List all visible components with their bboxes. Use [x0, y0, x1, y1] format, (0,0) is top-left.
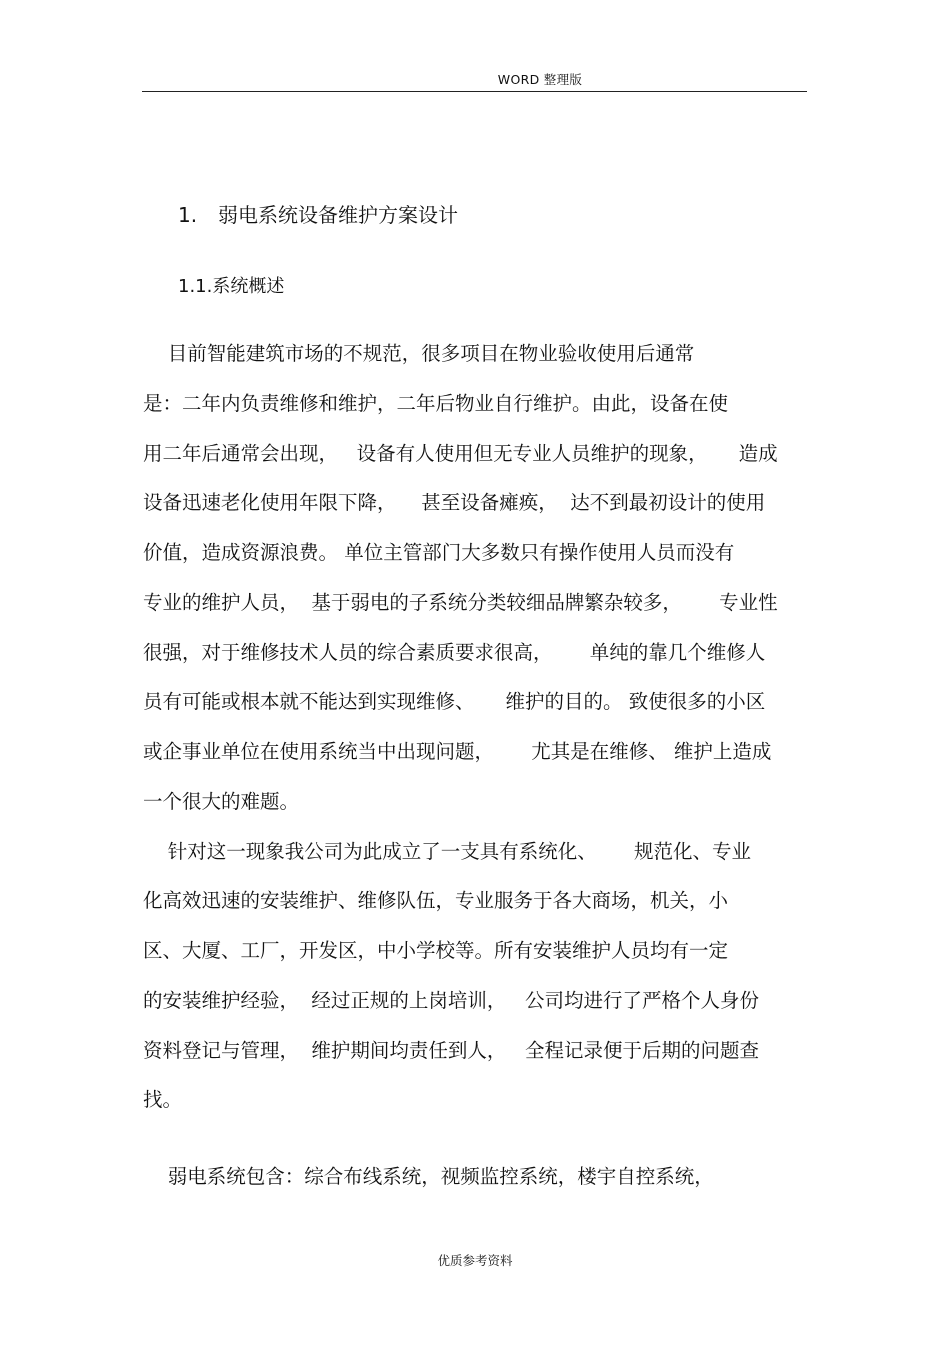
paragraph-3-line: 弱电系统包含：综合布线系统，视频监控系统，楼宇自控系统， — [143, 1165, 714, 1188]
page-header: WORD 整理版 — [497, 72, 583, 87]
paragraph-1-line: 价值，造成资源浪费。 单位主管部门大多数只有操作使用人员而没有 — [143, 541, 735, 564]
paragraph-1-line: 专业的维护人员， 基于弱电的子系统分类较细品牌繁杂较多， 专业性 — [143, 591, 778, 614]
paragraph-1-line: 用二年后通常会出现， 设备有人使用但无专业人员维护的现象， 造成 — [143, 442, 778, 465]
paragraph-1-line: 设备迅速老化使用年限下降， 甚至设备瘫痪， 达不到最初设计的使用 — [143, 491, 766, 514]
subsection-heading: 1.1.系统概述 — [178, 276, 285, 297]
paragraph-2-line: 化高效迅速的安装维护、维修队伍，专业服务于各大商场，机关，小 — [143, 889, 729, 912]
paragraph-2-line: 针对这一现象我公司为此成立了一支具有系统化、 规范化、专业 — [143, 840, 751, 863]
paragraph-1-line: 或企事业单位在使用系统当中出现问题， 尤其是在维修、 维护上造成 — [143, 740, 772, 763]
header-divider — [142, 91, 807, 92]
paragraph-1-line: 很强，对于维修技术人员的综合素质要求很高， 单纯的靠几个维修人 — [143, 641, 766, 664]
paragraph-1-line: 员有可能或根本就不能达到实现维修、 维护的目的。 致使很多的小区 — [143, 690, 766, 713]
paragraph-1-line: 一个很大的难题。 — [143, 790, 300, 813]
paragraph-2-line: 区、大厦、工厂，开发区，中小学校等。所有安装维护人员均有一定 — [143, 939, 729, 962]
paragraph-1-line: 是：二年内负责维修和维护，二年后物业自行维护。由此，设备在使 — [143, 392, 729, 415]
paragraph-2-line: 找。 — [143, 1088, 183, 1111]
page-footer: 优质参考资料 — [437, 1253, 513, 1268]
paragraph-2-line: 的安装维护经验， 经过正规的上岗培训， 公司均进行了严格个人身份 — [143, 989, 759, 1012]
section-title: 弱电系统设备维护方案设计 — [218, 203, 458, 227]
paragraph-2-line: 资料登记与管理， 维护期间均责任到人， 全程记录便于后期的问题查 — [143, 1039, 759, 1062]
paragraph-1-line: 目前智能建筑市场的不规范，很多项目在物业验收使用后通常 — [143, 342, 695, 365]
section-number: 1. — [178, 203, 198, 227]
section-heading — [178, 199, 458, 228]
